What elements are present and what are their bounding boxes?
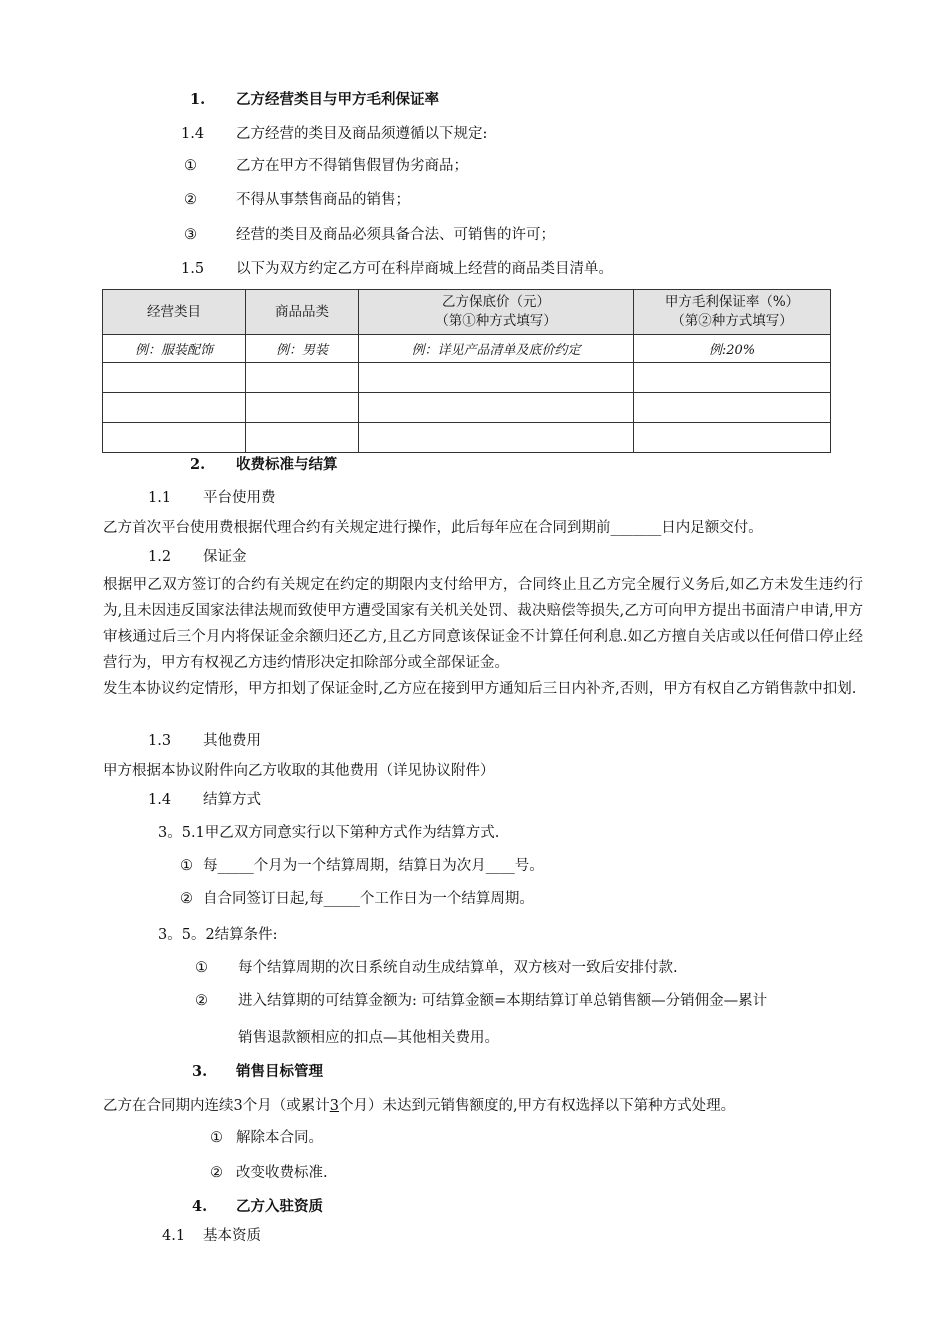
clause-1-4-text: 乙方经营的类目及商品须遵循以下规定: <box>236 126 488 142</box>
clause-4-1-title: 基本资质 <box>203 1228 261 1244</box>
table-row <box>103 423 831 453</box>
item-text-continued: 销售退款额相应的扣点—其他相关费用。 <box>238 1030 499 1046</box>
item-mark: ① <box>210 1130 223 1146</box>
deposit-paragraph-1: 根据甲乙双方签订的合约有关规定在约定的期限内支付给甲方，合同终止且乙方完全履行义务后,如乙方未发生违约行为,且未因违反国家法律法规而致使甲方遭受国家有关机关处罚、裁决赔偿等损失,乙方可向甲方提出书面清户申请,甲方审核通过后三个月内将保证金余额归还乙方,且乙方同意该保证金不计算任何利息.如乙方擅自关店或以任何借口停止经营行为，甲方有权视乙方违约情形决定扣除部分或全部保证金。 <box>103 577 863 671</box>
table-cell: 例:20% <box>634 335 831 363</box>
section3-number: 3. <box>192 1063 208 1080</box>
table-cell[interactable] <box>359 423 634 453</box>
table-header-cell: 甲方毛利保证率（%） （第②种方式填写） <box>634 290 831 335</box>
clause-1-3-title: 其他费用 <box>203 733 261 749</box>
table-cell[interactable] <box>634 423 831 453</box>
section4-title: 乙方入驻资质 <box>236 1198 323 1215</box>
clause-1-5-text: 以下为双方约定乙方可在科岸商城上经营的商品类目清单。 <box>236 261 613 277</box>
clause-1-3-text: 甲方根据本协议附件向乙方收取的其他费用（详见协议附件） <box>103 763 495 779</box>
item-text: 进入结算期的可结算金额为: 可结算金额=本期结算订单总销售额—分销佣金—累计 <box>238 993 768 1009</box>
table-cell[interactable] <box>359 393 634 423</box>
clause-1-1-number: 1.1 <box>148 490 172 506</box>
item-mark: ① <box>180 858 193 874</box>
deposit-paragraph-2: 发生本协议约定情形，甲方扣划了保证金时,乙方应在接到甲方通知后三日内补齐,否则，甲方有权自乙方销售款中扣划. <box>103 681 857 697</box>
item-text: 改变收费标准. <box>236 1165 328 1181</box>
table-cell: 例：男装 <box>246 335 359 363</box>
table-cell[interactable] <box>103 393 246 423</box>
item-mark: ② <box>210 1165 223 1181</box>
item-mark: ② <box>184 192 197 208</box>
table-cell: 例：服装配饰 <box>103 335 246 363</box>
item-mark: ① <box>195 960 208 976</box>
item-text: 经营的类目及商品必须具备合法、可销售的许可； <box>236 227 555 243</box>
table-header-cell: 经营类目 <box>103 290 246 335</box>
clause-1-5-number: 1.5 <box>181 261 205 277</box>
clause-1-4b-number: 1.4 <box>148 792 172 808</box>
item-mark: ② <box>195 993 208 1009</box>
table-example-row <box>103 335 831 363</box>
clause-1-4-number: 1.4 <box>181 126 205 142</box>
table-header-cell: 乙方保底价（元） （第①种方式填写） <box>359 290 634 335</box>
clause-1-2-number: 1.2 <box>148 549 172 565</box>
table-header-row <box>103 290 831 335</box>
section2-title: 收费标准与结算 <box>236 456 338 473</box>
item-mark: ③ <box>184 227 197 243</box>
table-cell[interactable] <box>246 393 359 423</box>
table-cell[interactable] <box>103 363 246 393</box>
clause-3-5-2-text: 3。5。2结算条件: <box>158 927 278 943</box>
clause-1-3-number: 1.3 <box>148 733 172 749</box>
category-table <box>102 289 831 453</box>
item-text: 每个结算周期的次日系统自动生成结算单，双方核对一致后安排付款. <box>238 960 678 976</box>
sales-target-text: 乙方在合同期内连续3个月（或累计3个月）未达到元销售额度的,甲方有权选择以下第种方式处理。 <box>103 1098 736 1114</box>
item-mark: ① <box>184 158 197 174</box>
item-text: 解除本合同。 <box>236 1130 323 1146</box>
clause-4-1-number: 4.1 <box>162 1228 186 1244</box>
table-cell[interactable] <box>103 423 246 453</box>
section1-number: 1. <box>190 91 206 108</box>
item-mark: ② <box>180 891 193 907</box>
section3-title: 销售目标管理 <box>236 1063 323 1080</box>
table-cell[interactable] <box>246 423 359 453</box>
table-row <box>103 393 831 423</box>
table-cell[interactable] <box>246 363 359 393</box>
clause-1-1-title: 平台使用费 <box>203 490 276 506</box>
table-cell[interactable] <box>359 363 634 393</box>
clause-1-2-title: 保证金 <box>203 549 247 565</box>
table-header-cell: 商品品类 <box>246 290 359 335</box>
item-text: 乙方在甲方不得销售假冒伪劣商品； <box>236 158 468 174</box>
table-cell[interactable] <box>634 363 831 393</box>
table-row <box>103 363 831 393</box>
item-text: 不得从事禁售商品的销售； <box>236 192 410 208</box>
table-cell[interactable] <box>634 393 831 423</box>
item-text: 自合同签订日起,每_____个工作日为一个结算周期。 <box>203 891 534 907</box>
section1-title: 乙方经营类目与甲方毛利保证率 <box>236 91 439 108</box>
section2-number: 2. <box>190 456 206 473</box>
section4-number: 4. <box>192 1198 208 1215</box>
item-text: 每_____个月为一个结算周期，结算日为次月____号。 <box>203 858 544 874</box>
clause-3-5-1-text: 3。5.1甲乙双方同意实行以下第种方式作为结算方式. <box>158 825 500 841</box>
table-cell: 例：详见产品清单及底价约定 <box>359 335 634 363</box>
clause-1-4b-title: 结算方式 <box>203 792 261 808</box>
clause-1-1-text: 乙方首次平台使用费根据代理合约有关规定进行操作，此后每年应在合同到期前_______日内足额交付。 <box>103 520 763 536</box>
